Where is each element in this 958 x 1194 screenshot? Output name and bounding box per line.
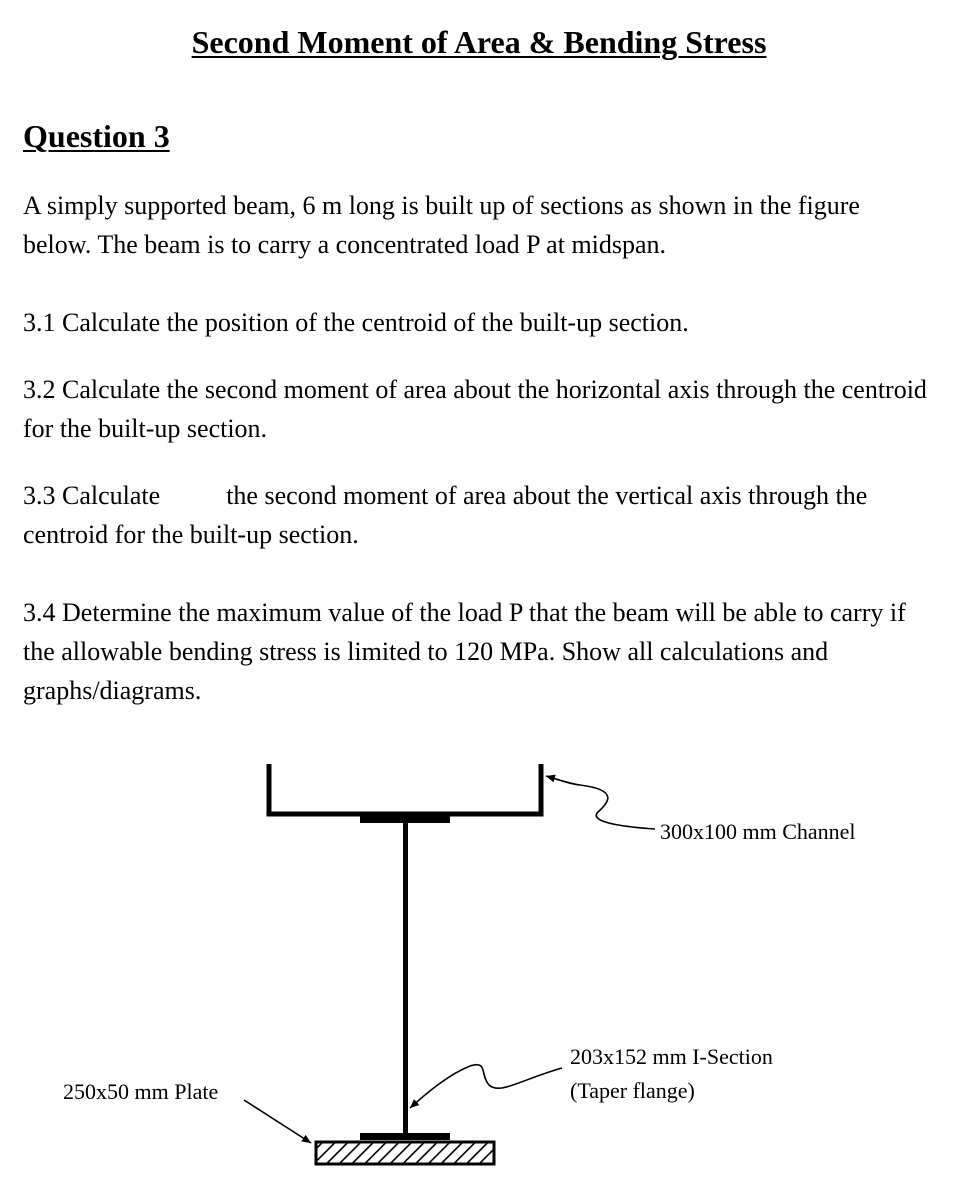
question-item-3-3 [23,476,928,554]
question-item-3-4 [23,593,928,710]
channel-section [269,764,541,814]
item-text: Calculate the second moment of area about the horizontal axis through the centroid for the built-up section. [23,375,927,443]
item-text: the second moment of area about the vertical axis through the centroid for the built-up section. [23,481,868,549]
plate-leader-arrow [244,1100,311,1143]
isection-web [403,816,408,1136]
channel-label: 300x100 mm Channel [660,819,856,844]
page-title-text: Second Moment of Area & Bending Stress [191,24,767,60]
item-number: 3.3 [23,481,56,510]
question-item-3-2 [23,370,928,448]
plate-section [316,1142,494,1164]
isection-leader-arrow [410,1065,562,1108]
item-lead: Calculate [62,481,161,510]
item-number: 3.1 [23,308,56,337]
page-title [0,22,958,62]
item-number: 3.4 [23,598,56,627]
item-text: Calculate the position of the centroid of the built-up section. [62,308,689,337]
plate-label: 250x50 mm Plate [63,1079,219,1104]
item-number: 3.2 [23,375,56,404]
question-item-3-1 [23,303,928,342]
isection-label-line2: (Taper flange) [570,1078,695,1103]
item-text: Determine the maximum value of the load P that the beam will be able to carry if the allowable bending stress is limited to 120 MPa. Show all calculations and graphs/diagrams. [23,598,906,705]
channel-leader-arrow [546,776,655,829]
isection-label-line1: 203x152 mm I-Section [570,1044,773,1069]
question-heading: Question 3 [23,118,170,154]
isection-top-flange [360,816,450,823]
question-intro: A simply supported beam, 6 m long is built up of sections as shown in the figure below. The beam is to carry a concentrated load P at midspan. [23,191,860,259]
isection-bottom-flange [360,1133,450,1140]
